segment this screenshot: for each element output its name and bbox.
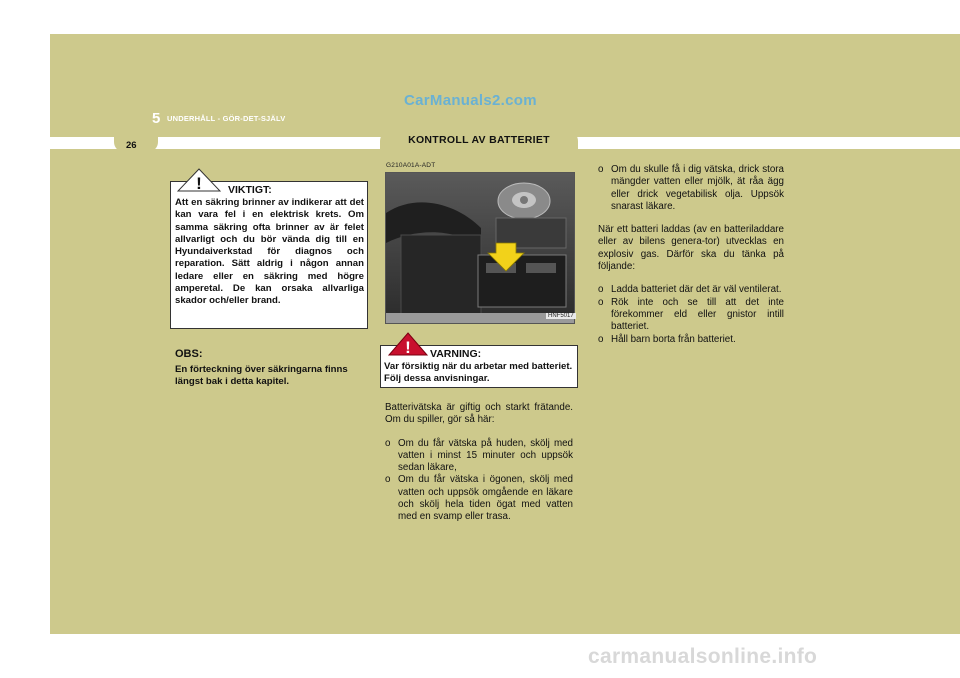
list-item-text: Om du får vätska i ögonen, skölj med vatten och uppsök omgående en läkare och skölj hela tiden ögat med vatten med en svamp eller trasa. [398,474,573,523]
bullet: o [385,474,391,486]
engine-bay-illustration [386,173,575,324]
section-title: KONTROLL AV BATTERIET [408,134,550,146]
watermark-top[interactable]: CarManuals2.com [404,92,537,109]
spacer [598,213,784,224]
bullet: o [598,164,604,175]
bullet: o [598,333,604,345]
list-item [385,438,573,475]
warning-symbol: ! [196,174,202,192]
middle-list [385,438,573,524]
varning-text: Var försiktig när du arbetar med batteriet. Följ dessa anvisningar. [384,361,573,385]
page-background [50,34,960,634]
bullet: o [385,437,391,449]
chapter-title: UNDERHÅLL - GÖR-DET-SJÄLV [167,114,286,123]
varning-title: VARNING: [430,348,482,360]
obs-text: En förteckning över säkringarna finns längst bak i detta kapitel. [175,364,348,388]
danger-symbol: ! [405,338,411,356]
photo-code: HNF5017 [548,313,574,319]
right-list-top [598,164,784,213]
right-paragraph: När ett batteri laddas (av en batteriladdare eller av bilens genera-tor) utvecklas en explosiv gas. Därför ska du tänka på följande: [598,224,784,273]
list-item-text: Om du skulle få i dig vätska, drick stora mängder vatten eller mjölk, ät råa ägg eller drick vegetabilisk olja. Uppsök snarast läkare. [611,164,784,212]
bullet: o [598,284,604,296]
list-item-text: Håll barn borta från batteriet. [611,333,736,345]
right-column [598,164,784,346]
chapter-number: 5 [152,110,161,127]
figure-code: G210A01A-ADT [386,162,436,169]
spacer [598,273,784,284]
middle-body [385,402,573,524]
page-number: 26 [126,140,137,151]
list-item-text: Rök inte och se till att det inte förekommer eld eller gnistor intill batteriet. [611,296,784,333]
list-item [598,284,784,296]
right-list [598,284,784,345]
obs-title: OBS: [175,348,203,360]
list-item-text: Om du får vätska på huden, skölj med vatten i minst 15 minuter och uppsök sedan läkare, [398,437,573,474]
watermark-bottom[interactable]: carmanualsonline.info [588,645,818,668]
list-item [385,474,573,523]
list-item-text: Ladda batteriet där det är väl ventilerat. [611,284,782,296]
middle-intro: Batterivätska är giftig och starkt frätande. Om du spiller, gör så här: [385,402,573,426]
danger-triangle-icon [388,332,428,356]
list-item [598,334,784,346]
battery-photo [385,172,575,324]
list-item [598,164,784,213]
bullet: o [598,296,604,308]
warning-triangle-icon [177,168,221,192]
viktigt-text: Att en säkring brinner av indikerar att det kan vara fel i en elektrisk krets. Om samma säkring ofta brinner av är felet allvarligt och du bör vända dig till en Hyundaiverkstad för diagnos och reparation. Sätt aldrig i någon annan ledare eller en säkring med högre amperetal. De kan orsaka allvarliga skador och/eller brand. [175,197,364,307]
list-item [598,297,784,334]
viktigt-title: VIKTIGT: [228,184,272,196]
